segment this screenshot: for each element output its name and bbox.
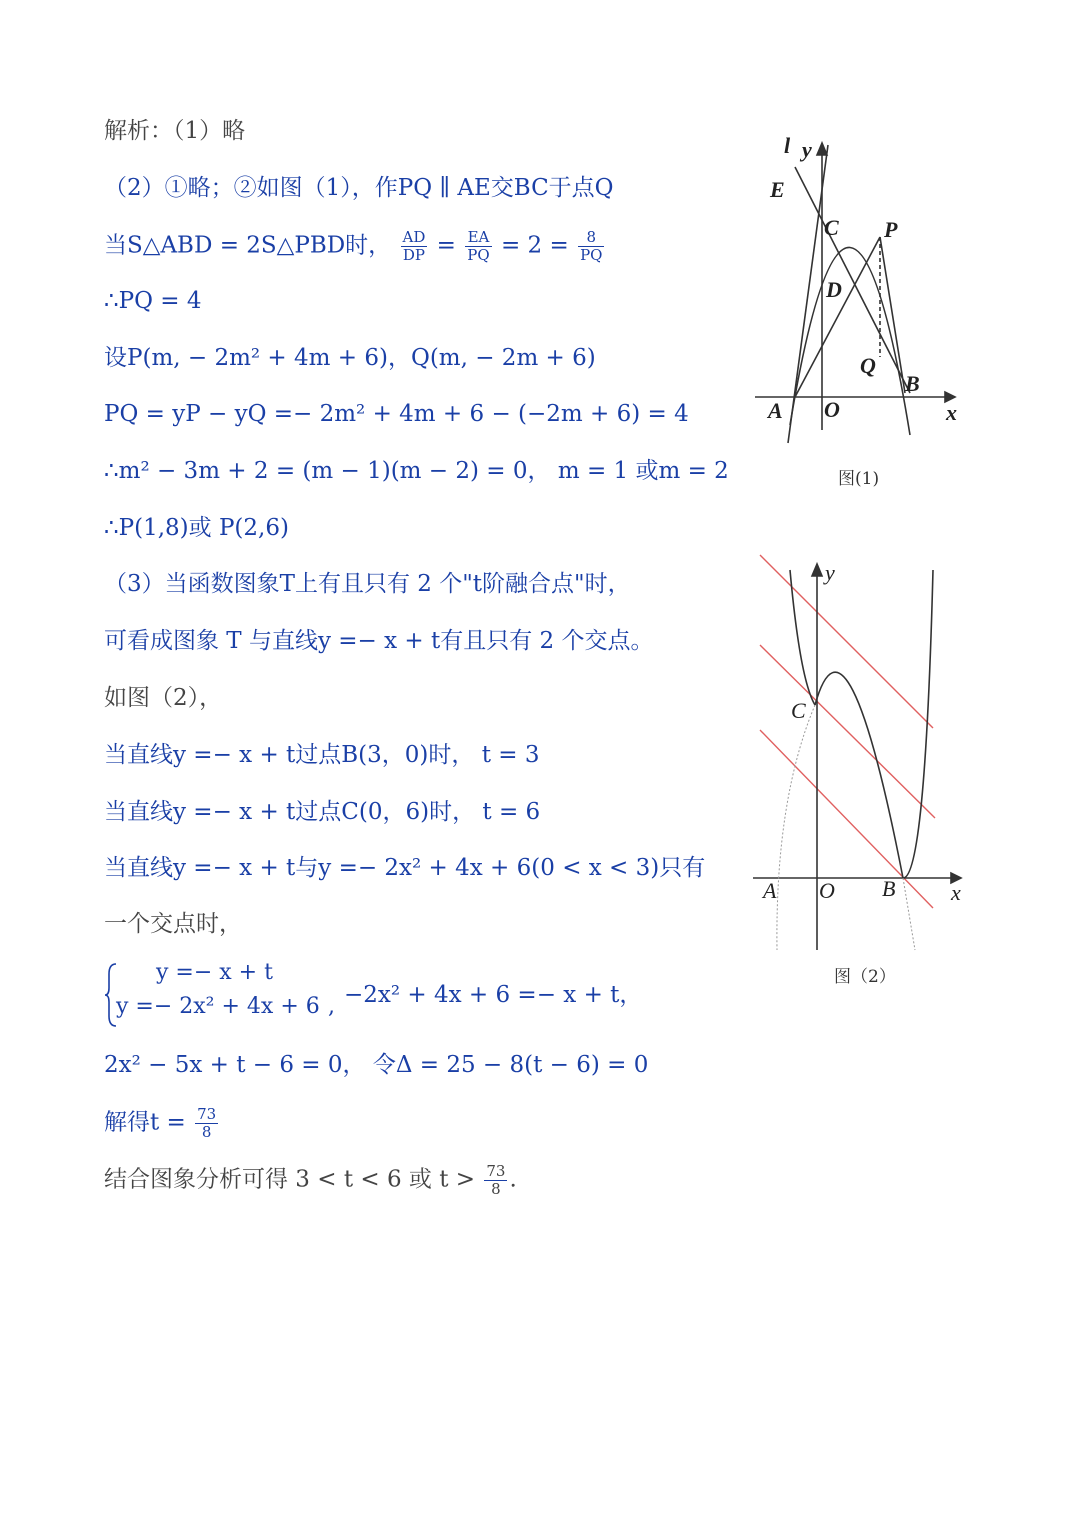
line-analysis-title: 解析：（1）略 bbox=[104, 118, 246, 144]
line-area-ratio: 当S△ABD = 2S△PBD时， $\frac{AD}{DP}$ = $\frac{EA}{PQ}$ = 2 = $\frac{8}{PQ}$ bbox=[104, 228, 603, 264]
label-b: B bbox=[905, 371, 920, 396]
line-conclusion: 结合图象分析可得 3 < t < 6 或 t > $\frac{73}{8}$ . bbox=[104, 1162, 517, 1198]
line-through-b: 当直线y =− x + t过点B(3，0)时， t = 3 bbox=[104, 742, 540, 768]
label-c: C bbox=[824, 215, 839, 240]
label-c: C bbox=[791, 698, 806, 723]
line-combined-equation: −2x² + 4x + 6 =− x + t， bbox=[344, 982, 643, 1008]
label-q: Q bbox=[860, 353, 876, 378]
line-quadratic-solve: ∴m² − 3m + 2 = (m − 1)(m − 2) = 0， m = 1 或m = 2 bbox=[104, 458, 729, 484]
line-pq-equation: PQ = yP − yQ =− 2m² + 4m + 6 − (−2m + 6) = 4 bbox=[104, 401, 689, 427]
line-tangent-condition: 当直线y =− x + t与y =− 2x² + 4x + 6(0 < x < 3)只有 bbox=[104, 855, 706, 881]
line-pq-equals-4: ∴PQ = 4 bbox=[104, 288, 202, 314]
red-line-1 bbox=[760, 555, 933, 728]
label-o: O bbox=[819, 878, 835, 903]
left-branch bbox=[790, 570, 815, 705]
y-axis-arrow-icon bbox=[812, 564, 822, 576]
y-axis-arrow-icon bbox=[817, 143, 827, 155]
line-pb bbox=[880, 237, 905, 393]
line-intersection-view: 可看成图象 T 与直线y =− x + t有且只有 2 个交点。 bbox=[104, 628, 654, 654]
fraction-ad-dp: $\frac{AD}{DP}$ bbox=[402, 228, 426, 264]
line-solve-t: 解得t = $\frac{73}{8}$ bbox=[104, 1105, 217, 1141]
area-condition: 当S△ABD = 2S△PBD时， bbox=[104, 232, 392, 259]
dotted-right bbox=[903, 878, 915, 950]
line-discriminant: 2x² − 5x + t − 6 = 0， 令Δ = 25 − 8(t − 6) = 0 bbox=[104, 1052, 649, 1078]
line-through-c: 当直线y =− x + t过点C(0，6)时， t = 6 bbox=[104, 799, 541, 825]
equals-two: = 2 = bbox=[500, 232, 569, 259]
label-p: P bbox=[884, 217, 898, 242]
system-eq2: y =− 2x² + 4x + 6 bbox=[116, 994, 320, 1019]
red-line-3 bbox=[760, 730, 933, 908]
parabola-segment bbox=[815, 672, 903, 878]
line-see-fig2: 如图（2）， bbox=[104, 685, 223, 711]
red-line-2 bbox=[760, 645, 935, 818]
figure-1 bbox=[740, 125, 980, 455]
label-d: D bbox=[826, 277, 842, 302]
label-x: x bbox=[946, 400, 957, 425]
label-a: A bbox=[768, 398, 783, 423]
system-eq1: y =− x + t bbox=[156, 960, 273, 985]
dotted-left bbox=[777, 705, 815, 950]
line-one-intersection: 一个交点时， bbox=[104, 911, 242, 937]
fraction-8-pq: $\frac{8}{PQ}$ bbox=[580, 228, 603, 264]
line-part3-intro: （3）当函数图象T上有且只有 2 个"t阶融合点"时， bbox=[104, 571, 631, 597]
line-part2-intro: （2）①略；②如图（1），作PQ ∥ AE交BC于点Q bbox=[104, 175, 614, 201]
label-x: x bbox=[951, 880, 961, 905]
label-o: O bbox=[824, 397, 840, 422]
label-y: y bbox=[802, 137, 812, 162]
label-b: B bbox=[882, 876, 896, 901]
line-eb bbox=[795, 167, 910, 393]
fraction-73-8-final: $\frac{73}{8}$ bbox=[486, 1162, 506, 1198]
label-y: y bbox=[825, 560, 835, 585]
figure-2-caption: 图（2） bbox=[834, 967, 896, 987]
label-e: E bbox=[770, 177, 785, 202]
figure-2 bbox=[745, 550, 985, 960]
fraction-73-8: $\frac{73}{8}$ bbox=[197, 1105, 217, 1141]
label-l: l bbox=[784, 133, 791, 158]
line-p-result: ∴P(1,8)或 P(2,6) bbox=[104, 515, 289, 541]
figure-1-caption: 图(1) bbox=[838, 469, 880, 489]
fraction-ea-pq: $\frac{EA}{PQ}$ bbox=[467, 228, 490, 264]
label-a: A bbox=[763, 878, 777, 903]
line-set-p-q: 设P(m, − 2m² + 4m + 6)，Q(m, − 2m + 6) bbox=[104, 345, 596, 371]
